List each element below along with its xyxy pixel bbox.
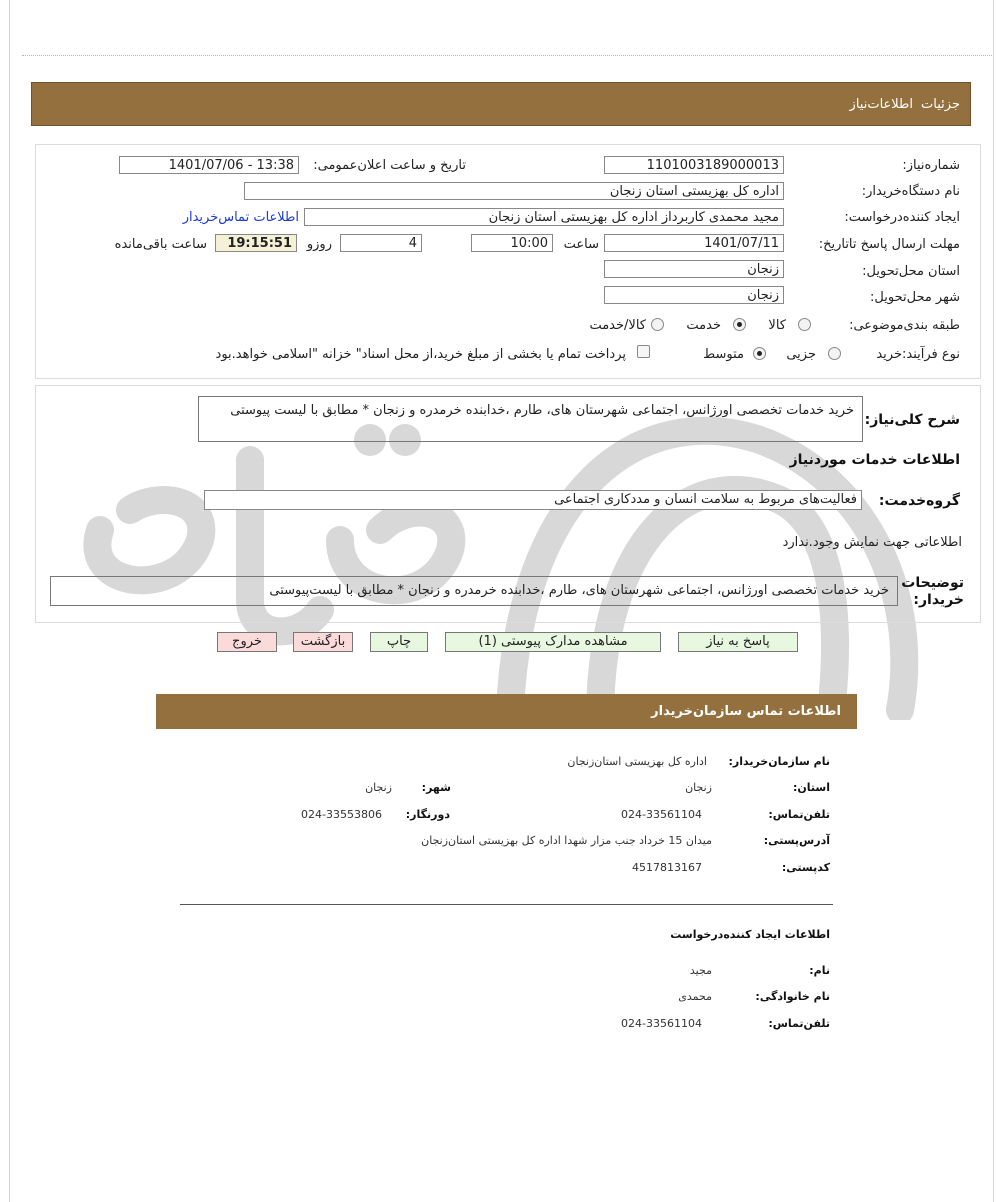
back-button[interactable]: بازگشت bbox=[293, 632, 353, 652]
category-goods-service-label: کالا/خدمت bbox=[589, 318, 646, 333]
postal-code-value: 4517813167 bbox=[632, 861, 702, 874]
category-goods-radio[interactable] bbox=[798, 318, 811, 331]
province-label: استان محل‌تحویل: bbox=[862, 264, 960, 279]
category-service-radio[interactable] bbox=[733, 318, 746, 331]
buyer-notes-label: توضیحات خریدار: bbox=[901, 575, 964, 608]
creator-family-value: محمدی bbox=[678, 990, 712, 1003]
postal-code-label: کد‌پستی: bbox=[781, 861, 830, 874]
fax-label: دورنگار: bbox=[405, 808, 450, 821]
fax-value: 024-33553806 bbox=[301, 808, 382, 821]
process-buy-label: خرید bbox=[876, 347, 902, 362]
tab-need-info[interactable]: اطلاعات‌نیاز bbox=[849, 97, 913, 112]
org-label: نام سازمان‌خریدار: bbox=[728, 755, 830, 768]
need-number-label: شماره‌نیاز: bbox=[902, 158, 960, 173]
no-info-text: اطلاعاتی جهت نمایش وجود.ندارد bbox=[782, 535, 962, 550]
deadline-label: مهلت ارسال پاسخ تا‌تاریخ: bbox=[818, 237, 960, 252]
contact-province-label: استان: bbox=[793, 781, 830, 794]
address-label: آدرس‌پستی: bbox=[763, 834, 830, 847]
contact-province-value: زنجان bbox=[685, 781, 712, 794]
remaining-time-field: 19:15:51 bbox=[215, 234, 297, 252]
process-medium-label: متوسط bbox=[703, 347, 744, 362]
creator-info-heading: اطلاعات ایجاد کننده‌درخواست bbox=[670, 928, 830, 941]
need-number-field[interactable]: 1101003189000013 bbox=[604, 156, 784, 174]
announce-label: تاریخ و ساعت اعلان‌عمومی: bbox=[313, 158, 466, 173]
process-medium-radio[interactable] bbox=[753, 347, 766, 360]
buyer-contact-link[interactable]: اطلاعات تماس‌خریدار bbox=[182, 210, 299, 225]
process-minor-radio[interactable] bbox=[828, 347, 841, 360]
creator-name-value: مجید bbox=[689, 964, 712, 977]
deadline-time-label: ساعت bbox=[563, 237, 599, 252]
treasury-payment-note: پرداخت تمام یا بخشی از مبلغ خرید،از محل اسناد" خزانه "اسلامی خواهد.بود bbox=[215, 347, 626, 362]
reply-button[interactable]: پاسخ به نیاز bbox=[678, 632, 798, 652]
creator-field[interactable]: مجید محمدی کاربرداز اداره کل بهزیستی استان زنجان bbox=[304, 208, 784, 226]
process-label: نوع فرآیند: bbox=[902, 347, 960, 362]
tab-details[interactable]: جزئیات bbox=[921, 97, 960, 112]
buyer-notes-field: خرید خدمات تخصصی اورژانس، اجتماعی شهرستان های، طارم ،خدابنده خرمدره و زنجان * مطابق با لیست‌پیوستی bbox=[50, 576, 898, 606]
org-value: اداره کل بهزیستی استان‌زنجان bbox=[567, 755, 707, 768]
contact-phone-value: 024-33561104 bbox=[621, 808, 702, 821]
services-heading: اطلاعات خدمات موردنیاز bbox=[789, 452, 960, 468]
days-label: روزو bbox=[306, 237, 332, 252]
summary-label: شرح کلی‌نیاز: bbox=[864, 412, 960, 428]
contact-city-value: زنجان bbox=[365, 781, 392, 794]
creator-phone-label: تلفن‌تماس: bbox=[768, 1017, 830, 1030]
exit-button[interactable]: خروج bbox=[217, 632, 277, 652]
announce-datetime-field[interactable]: 1401/07/06 - 13:38 bbox=[119, 156, 299, 174]
category-goods-service-radio[interactable] bbox=[651, 318, 664, 331]
remaining-label: ساعت باقی‌مانده bbox=[114, 237, 207, 252]
contact-section-header bbox=[156, 694, 857, 729]
print-button[interactable]: چاپ bbox=[370, 632, 428, 652]
creator-phone-value: 024-33561104 bbox=[621, 1017, 702, 1030]
category-label: طبقه بندی‌موضوعی: bbox=[849, 318, 960, 333]
city-field[interactable]: زنجان bbox=[604, 286, 784, 304]
page-header bbox=[31, 82, 971, 126]
category-service-label: خدمت bbox=[686, 318, 721, 333]
contact-city-label: شهر: bbox=[421, 781, 451, 794]
deadline-time-field[interactable]: 10:00 bbox=[471, 234, 553, 252]
contact-divider bbox=[180, 904, 833, 905]
creator-name-label: نام: bbox=[809, 964, 830, 977]
need-info-panel bbox=[35, 144, 981, 379]
process-minor-label: جزیی bbox=[786, 347, 816, 362]
deadline-date-field[interactable]: 1401/07/11 bbox=[604, 234, 784, 252]
category-goods-label: کالا bbox=[768, 318, 786, 333]
left-border-line bbox=[9, 0, 10, 1202]
right-border-line bbox=[993, 0, 994, 1202]
service-group-label: گروه‌خدمت: bbox=[878, 493, 960, 509]
summary-field: خرید خدمات تخصصی اورژانس، اجتماعی شهرستان های، طارم ،خدابنده خرمدره و زنجان * مطابق با لیست پیوستی bbox=[198, 396, 863, 442]
contact-phone-label: تلفن‌تماس: bbox=[768, 808, 830, 821]
service-group-field[interactable]: فعالیت‌های مربوط به سلامت انسان و مددکاری اجتماعی bbox=[204, 490, 862, 510]
days-field[interactable]: 4 bbox=[340, 234, 422, 252]
province-field[interactable]: زنجان bbox=[604, 260, 784, 278]
address-value: میدان 15 خرداد جنب مزار شهدا اداره کل بهزیستی استان‌زنجان bbox=[421, 834, 712, 847]
contact-heading: اطلاعات تماس سازمان‌خریدار bbox=[651, 704, 841, 719]
view-documents-button[interactable]: مشاهده مدارک پیوستی (1) bbox=[445, 632, 661, 652]
treasury-payment-checkbox[interactable] bbox=[637, 345, 650, 358]
creator-family-label: نام خانوادگی: bbox=[755, 990, 830, 1003]
city-label: شهر محل‌تحویل: bbox=[870, 290, 960, 305]
buyer-org-field[interactable]: اداره کل بهزیستی استان زنجان bbox=[244, 182, 784, 200]
top-divider bbox=[22, 55, 992, 56]
creator-label: ایجاد کننده‌درخواست: bbox=[844, 210, 960, 225]
buyer-org-label: نام دستگاه‌خریدار: bbox=[861, 184, 960, 199]
